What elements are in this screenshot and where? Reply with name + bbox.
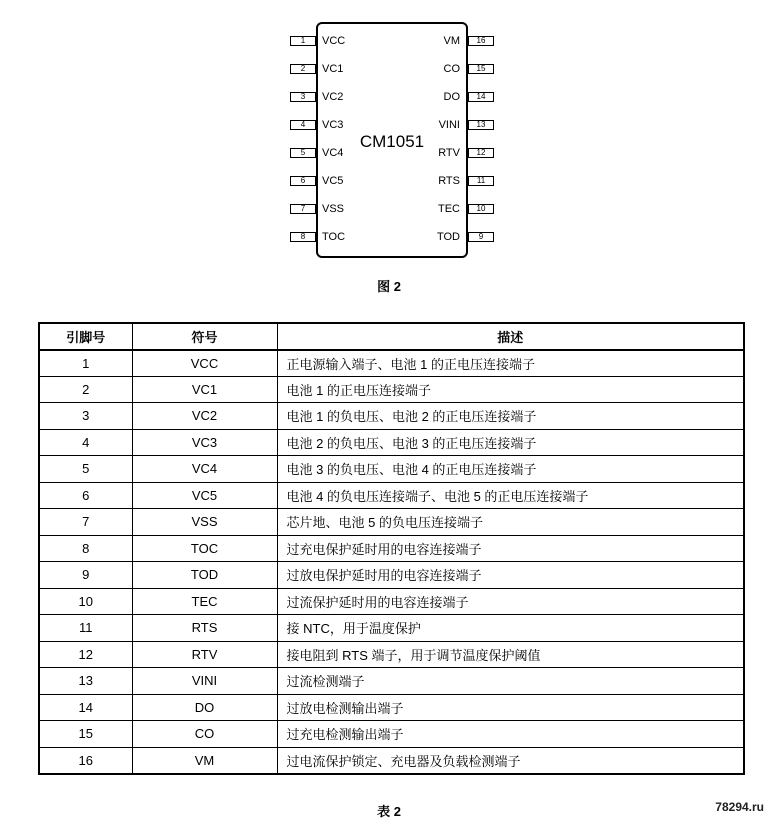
pin-name: VC5 [322, 175, 344, 187]
cell-symbol: VSS [132, 509, 277, 536]
cell-symbol: TOD [132, 562, 277, 589]
pin-number: 7 [290, 204, 316, 214]
cell-symbol: VC1 [132, 376, 277, 403]
cell-symbol: CO [132, 721, 277, 748]
cell-symbol: VC4 [132, 456, 277, 483]
pin-name: VC2 [322, 91, 344, 103]
cell-pin-number: 2 [39, 376, 132, 403]
table-row [39, 429, 744, 456]
table-row [39, 535, 744, 562]
pin-name: VC3 [322, 119, 344, 131]
pin-number: 2 [290, 64, 316, 74]
table-row [39, 721, 744, 748]
pin-number: 10 [468, 204, 494, 214]
table-row [39, 747, 744, 774]
table-row [39, 641, 744, 668]
pin-name: VC1 [322, 63, 344, 75]
chip-body [316, 22, 468, 258]
cell-description: 过流检测端子 [277, 668, 744, 695]
cell-description: 电池 1 的正电压连接端子 [277, 376, 744, 403]
cell-symbol: VC2 [132, 403, 277, 430]
cell-description: 电池 4 的负电压连接端子、电池 5 的正电压连接端子 [277, 482, 744, 509]
header-symbol: 符号 [132, 323, 277, 350]
cell-description: 过充电保护延时用的电容连接端子 [277, 535, 744, 562]
pin-number: 4 [290, 120, 316, 130]
pin-name: VCC [322, 35, 346, 47]
cell-pin-number: 5 [39, 456, 132, 483]
cell-pin-number: 8 [39, 535, 132, 562]
cell-description: 过充电检测输出端子 [277, 721, 744, 748]
cell-pin-number: 9 [39, 562, 132, 589]
pin-name: VC4 [322, 147, 344, 159]
cell-symbol: VM [132, 747, 277, 774]
pin-number: 6 [290, 176, 316, 186]
cell-pin-number: 6 [39, 482, 132, 509]
cell-description: 电池 2 的负电压、电池 3 的正电压连接端子 [277, 429, 744, 456]
pin-name: VM [443, 35, 460, 47]
cell-symbol: VC3 [132, 429, 277, 456]
table-body [39, 350, 744, 774]
pin-number: 8 [290, 232, 316, 242]
cell-description: 过放电保护延时用的电容连接端子 [277, 562, 744, 589]
cell-symbol: TEC [132, 588, 277, 615]
table-row [39, 403, 744, 430]
table-row [39, 615, 744, 642]
cell-pin-number: 12 [39, 641, 132, 668]
cell-symbol: VC5 [132, 482, 277, 509]
cell-pin-number: 3 [39, 403, 132, 430]
table-row [39, 562, 744, 589]
cell-symbol: DO [132, 694, 277, 721]
cell-pin-number: 11 [39, 615, 132, 642]
pin-number: 11 [468, 176, 494, 186]
pin-name: DO [443, 91, 460, 103]
cell-pin-number: 7 [39, 509, 132, 536]
cell-symbol: RTS [132, 615, 277, 642]
cell-description: 接电阻到 RTS 端子，用于调节温度保护阈值 [277, 641, 744, 668]
table-header-row [39, 323, 744, 350]
pin-number: 1 [290, 36, 316, 46]
cell-description: 过流保护延时用的电容连接端子 [277, 588, 744, 615]
pin-name: TEC [438, 203, 460, 215]
pin-name: CO [443, 63, 460, 75]
pin-number: 15 [468, 64, 494, 74]
cell-pin-number: 4 [39, 429, 132, 456]
pin-name: VSS [322, 203, 345, 215]
cell-symbol: TOC [132, 535, 277, 562]
pin-number: 16 [468, 36, 494, 46]
chip-name: CM1051 [359, 132, 425, 151]
pin-number: 5 [290, 148, 316, 158]
cell-description: 电池 1 的负电压、电池 2 的正电压连接端子 [277, 403, 744, 430]
pin-name: TOD [436, 231, 460, 243]
cell-symbol: VINI [132, 668, 277, 695]
pin-name: TOC [322, 231, 346, 243]
table-row [39, 482, 744, 509]
cell-pin-number: 15 [39, 721, 132, 748]
table-row [39, 509, 744, 536]
cell-description: 电池 3 的负电压、电池 4 的正电压连接端子 [277, 456, 744, 483]
table-caption: 表 2 [377, 804, 401, 819]
cell-pin-number: 1 [39, 350, 132, 377]
cell-description: 芯片地、电池 5 的负电压连接端子 [277, 509, 744, 536]
cell-description: 过放电检测输出端子 [277, 694, 744, 721]
pin-number: 14 [468, 92, 494, 102]
pin-number: 13 [468, 120, 494, 130]
table-row [39, 668, 744, 695]
pin-name: VINI [438, 119, 460, 131]
pin-number: 9 [468, 232, 494, 242]
pin-table [38, 322, 745, 775]
header-description: 描述 [277, 323, 744, 350]
cell-symbol: VCC [132, 350, 277, 377]
header-pin-number: 引脚号 [39, 323, 132, 350]
cell-pin-number: 14 [39, 694, 132, 721]
cell-symbol: RTV [132, 641, 277, 668]
table-row [39, 376, 744, 403]
cell-description: 接 NTC，用于温度保护 [277, 615, 744, 642]
cell-description: 过电流保护锁定、充电器及负载检测端子 [277, 747, 744, 774]
table-row [39, 456, 744, 483]
pin-name: RTS [438, 175, 460, 187]
watermark: 78294.ru [715, 800, 764, 814]
table-row [39, 588, 744, 615]
table-row [39, 350, 744, 377]
cell-description: 正电源输入端子、电池 1 的正电压连接端子 [277, 350, 744, 377]
pin-number: 3 [290, 92, 316, 102]
cell-pin-number: 10 [39, 588, 132, 615]
pin-number: 12 [468, 148, 494, 158]
figure-caption: 图 2 [377, 279, 401, 294]
cell-pin-number: 13 [39, 668, 132, 695]
table-row [39, 694, 744, 721]
cell-pin-number: 16 [39, 747, 132, 774]
pin-name: RTV [438, 147, 460, 159]
